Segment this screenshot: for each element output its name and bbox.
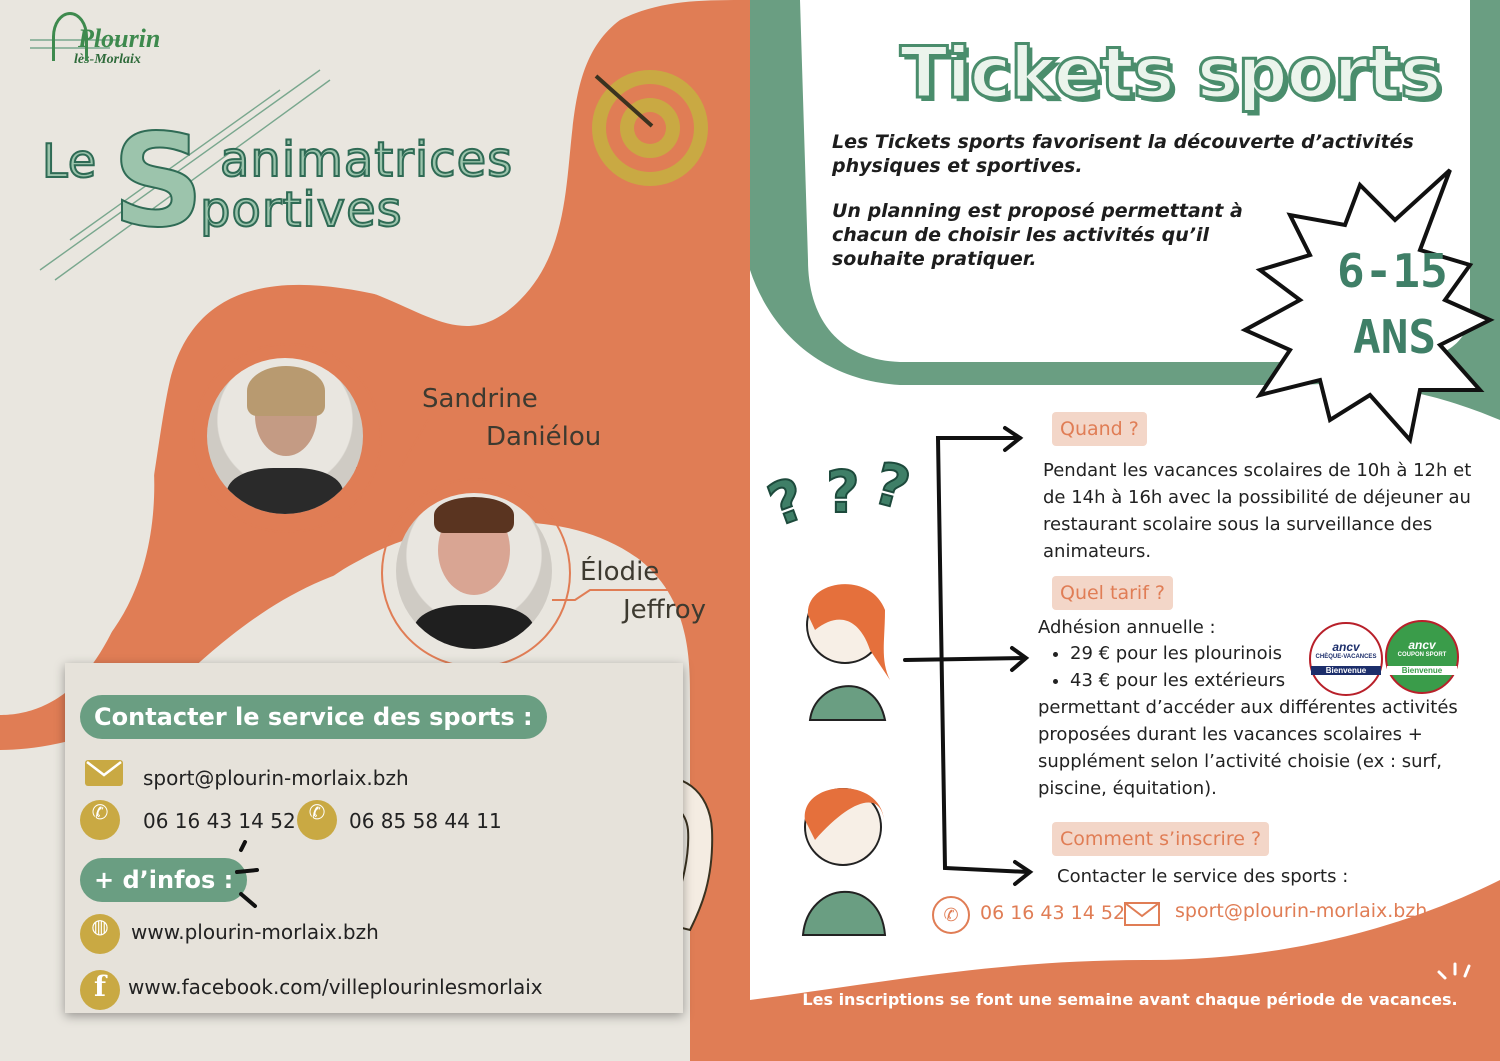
contact-phone-1[interactable]: 06 16 43 14 52 <box>143 809 296 833</box>
contact-heading: Contacter le service des sports : <box>80 695 547 739</box>
question-mark-icon-3: ? <box>866 448 917 524</box>
facebook-icon: f <box>80 970 120 1010</box>
tarif-list <box>1030 640 1285 694</box>
tarif-intro: Adhésion annuelle : <box>1038 617 1216 638</box>
mail-outline-icon <box>1124 898 1160 926</box>
sparkle-icon <box>1435 960 1475 984</box>
title-portives: portives <box>200 182 403 238</box>
label-inscrire: Comment s’inscrire ? <box>1052 822 1269 856</box>
globe-icon: ◍ <box>80 914 120 954</box>
age-range: 6-15 <box>1337 244 1448 298</box>
person-2-last: Jeffroy <box>623 595 706 625</box>
ancv-1-line: CHÈQUE-VACANCES <box>1315 654 1377 660</box>
title-le: Le <box>42 134 98 188</box>
phone-icon-2: ✆ <box>297 800 337 840</box>
intro-paragraph-1: Les Tickets sports favorisent la découverte d’activités physiques et sportives. <box>832 131 1414 177</box>
mail-icon <box>85 760 123 786</box>
phone-icon: ✆ <box>80 800 120 840</box>
tarif-item: • 29 € pour les plourinois <box>1070 640 1285 667</box>
tickets-title: Tickets sports <box>900 32 1441 114</box>
person-1-first: Sandrine <box>422 384 538 414</box>
ancv-sport-logo <box>1385 620 1459 694</box>
label-tarif: Quel tarif ? <box>1052 576 1173 610</box>
label-quand: Quand ? <box>1052 412 1147 446</box>
logo-text: Plourin <box>78 24 161 53</box>
phone-outline-icon: ✆ <box>932 896 970 934</box>
ancv-cheque-logo <box>1309 622 1383 696</box>
intro-paragraph-2: Un planning est proposé permettant à chacun de choisir les activités qu’il souhaite pratiquer. <box>832 200 1243 270</box>
question-mark-icon: ? <box>759 464 815 540</box>
infos-heading: + d’infos : <box>80 858 247 902</box>
ancv-2-line: COUPON SPORT <box>1397 652 1447 658</box>
ancv-2-brand: ancv <box>1408 638 1436 652</box>
tarif-details: permettant d’accéder aux différentes activités proposées durant les vacances scolaires + supplément selon l’activité choisie (ex : surf, piscine, équitation). <box>1038 697 1458 799</box>
text-inscrire: Contacter le service des sports : <box>1057 866 1349 887</box>
tarif-item: • 43 € pour les extérieurs <box>1070 667 1285 694</box>
age-unit: ANS <box>1353 310 1437 364</box>
inscription-phone[interactable]: 06 16 43 14 52 <box>980 902 1126 924</box>
inscription-email[interactable]: sport@plourin-morlaix.bzh <box>1175 900 1428 922</box>
contact-facebook[interactable]: www.facebook.com/villeplourinlesmorlaix <box>128 975 543 999</box>
ancv-1-brand: ancv <box>1332 640 1360 654</box>
logo-subtext: lès-Morlaix <box>74 52 141 67</box>
contact-website[interactable]: www.plourin-morlaix.bzh <box>131 920 379 944</box>
person-1-last: Daniélou <box>486 422 602 452</box>
title-animatrices: animatrices <box>220 132 514 188</box>
contact-email[interactable]: sport@plourin-morlaix.bzh <box>143 766 409 790</box>
ancv-1-tag: Bienvenue <box>1311 666 1381 675</box>
text-quand: Pendant les vacances scolaires de 10h à 12h et de 14h à 16h avec la possibilité de déjeuner au restaurant scolaire sous la surveillance des animateurs. <box>1043 460 1472 562</box>
ancv-2-tag: Bienvenue <box>1387 666 1457 675</box>
accent-dashes-icon <box>233 840 263 910</box>
footer-note: Les inscriptions se font une semaine avant chaque période de vacances. <box>802 990 1458 1009</box>
person-2-first: Élodie <box>580 557 660 587</box>
contact-phone-2[interactable]: 06 85 58 44 11 <box>349 809 502 833</box>
question-mark-icon-2: ? <box>826 458 860 526</box>
title-s: S <box>112 107 206 256</box>
